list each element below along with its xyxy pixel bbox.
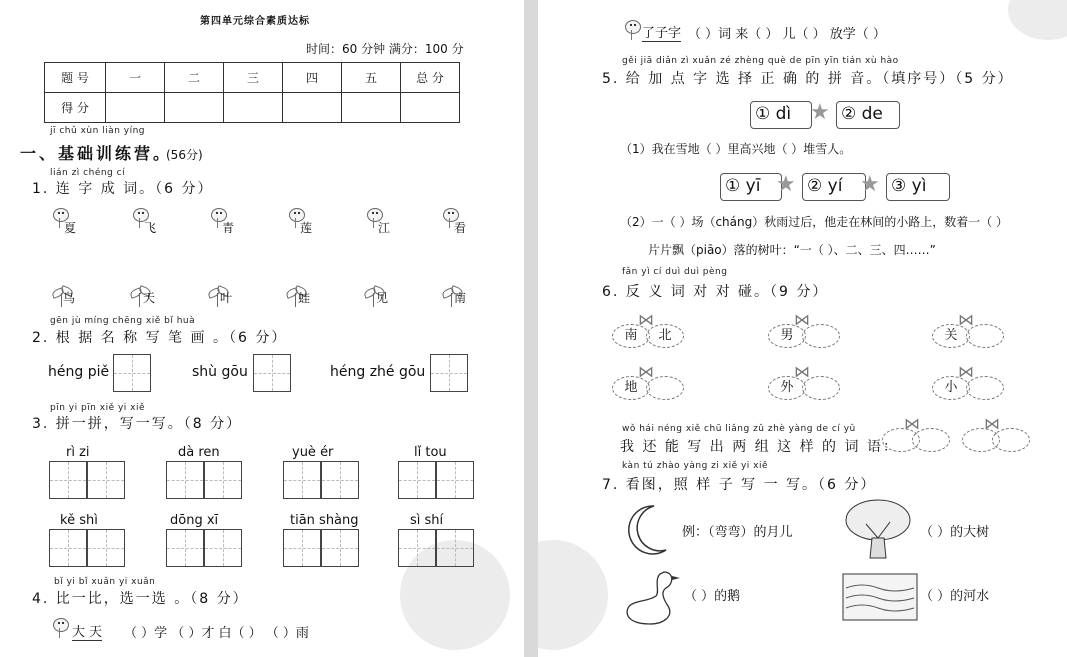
q2-pinyin: gēn jù míng chēng xiě bǐ huà <box>50 316 196 326</box>
q1-char[interactable]: 青 <box>222 221 235 235</box>
q3-pinyin-word: yuè ér <box>292 445 334 460</box>
q5-title: 5. 给 加 点 字 选 择 正 确 的 拼 音。（填序号）（5 分） <box>602 71 1014 87</box>
tianzige-box[interactable] <box>283 529 321 567</box>
q1-char[interactable]: 莲 <box>300 221 313 235</box>
q3-pinyin-word: sì shí <box>410 513 444 528</box>
q3-pinyin-word: dà ren <box>178 445 220 460</box>
q1-char[interactable]: 见 <box>376 291 389 305</box>
tianzige-box[interactable] <box>430 354 468 392</box>
tianzige-box[interactable] <box>204 529 242 567</box>
bug-icon <box>622 20 644 40</box>
tianzige-box[interactable] <box>87 529 125 567</box>
q4-options: 大 天 <box>72 621 102 641</box>
section1-points: (56分) <box>166 148 203 162</box>
tianzige-box[interactable] <box>87 461 125 499</box>
watermark-seal <box>538 540 608 650</box>
stroke-name: shù gōu <box>192 364 248 380</box>
table-cell: 得 分 <box>45 93 106 123</box>
q4-title: 4. 比一比，选一选 。（8 分） <box>32 591 249 607</box>
antonym-oval: 男 <box>768 324 806 348</box>
bug-icon <box>50 618 72 638</box>
star-icon: ★ <box>860 172 880 197</box>
score-table <box>44 62 460 123</box>
q3-title: 3. 拼一拼，写一写。（8 分） <box>32 416 243 432</box>
q3-pinyin-word: rì zi <box>66 445 90 460</box>
q1-title: 1. 连 字 成 词。（6 分） <box>32 181 214 197</box>
table-cell: 二 <box>165 63 224 93</box>
q1-char[interactable]: 叶 <box>220 291 233 305</box>
score-input-cell[interactable] <box>342 93 401 123</box>
score-input-cell[interactable] <box>165 93 224 123</box>
q3-pinyin-word: tiān shàng <box>290 513 359 528</box>
tianzige-box[interactable] <box>49 529 87 567</box>
goose-image <box>620 566 682 630</box>
q1-char[interactable]: 看 <box>454 221 467 235</box>
q5-pinyin: gěi jiā diǎn zì xuǎn zé zhèng què de pīn yīn tián xù hào <box>622 56 899 66</box>
antonym-oval[interactable]: 北 <box>646 324 684 348</box>
pinyin-option-box: ③ yì <box>886 173 950 201</box>
q4-pinyin: bǐ yi bǐ xuǎn yi xuǎn <box>54 577 156 587</box>
tianzige-box[interactable] <box>166 461 204 499</box>
tree-image <box>842 498 914 562</box>
bow-icon: ⋈ <box>638 362 654 381</box>
bow-icon: ⋈ <box>984 414 1000 433</box>
q1-char[interactable]: 江 <box>378 221 391 235</box>
q5-sentence-1[interactable]: （1）我在雪地（ ）里高兴地（ ）堆雪人。 <box>620 142 852 156</box>
q7-example: 例：（弯弯）的月儿 <box>682 525 793 540</box>
table-cell: 五 <box>342 63 401 93</box>
tianzige-box[interactable] <box>398 461 436 499</box>
q3-pinyin: pīn yi pīn xiě yi xiě <box>50 403 146 413</box>
page-title: 第四单元综合素质达标 <box>200 16 310 27</box>
tianzige-box[interactable] <box>204 461 242 499</box>
q6-pinyin: fǎn yì cí duì duì pèng <box>622 267 728 277</box>
section1-pinyin: jī chǔ xùn liàn yíng <box>50 126 145 136</box>
star-icon: ★ <box>810 100 830 125</box>
tianzige-box[interactable] <box>436 461 474 499</box>
q1-char[interactable]: 鸟 <box>63 291 76 305</box>
table-cell: 题 号 <box>45 63 106 93</box>
top-options: 了子字 <box>642 22 681 42</box>
q7-pinyin: kàn tú zhào yàng zi xiě yi xiě <box>622 461 769 471</box>
time-info: 时间：60 分钟 满分：100 分 <box>306 42 464 56</box>
score-input-cell[interactable] <box>401 93 460 123</box>
bow-icon: ⋈ <box>638 310 654 329</box>
q7-title: 7. 看图，照 样 子 写 一 写。（6 分） <box>602 477 877 493</box>
pinyin-option-box: ① yī <box>720 173 782 201</box>
antonym-oval: 外 <box>768 376 806 400</box>
river-image <box>842 570 918 624</box>
q7-blank-tree[interactable]: （ ）的大树 <box>920 525 990 540</box>
table-row <box>45 93 460 123</box>
score-input-cell[interactable] <box>283 93 342 123</box>
q3-pinyin-word: dōng xī <box>170 513 219 528</box>
pinyin-option-box: ② de <box>836 101 900 129</box>
bow-icon: ⋈ <box>794 362 810 381</box>
top-blanks[interactable]: （ ）词 来（ ） 儿（ ） 放学（ ） <box>688 27 886 42</box>
right-page <box>538 0 1067 657</box>
q1-char[interactable]: 夏 <box>64 221 77 235</box>
q1-char[interactable]: 蛙 <box>298 291 311 305</box>
q6-extra-pinyin: wǒ hái néng xiě chū liǎng zǔ zhè yàng de cí yǔ <box>622 424 856 434</box>
table-row <box>45 63 460 93</box>
star-icon: ★ <box>776 172 796 197</box>
q7-blank-river[interactable]: （ ）的河水 <box>920 589 990 604</box>
q2-title: 2. 根 据 名 称 写 笔 画 。（6 分） <box>32 330 288 346</box>
q1-pinyin: lián zì chéng cí <box>50 168 126 178</box>
section1-title: 一、基础训练营。 <box>20 144 173 163</box>
q3-pinyin-word: lǐ tou <box>414 445 447 460</box>
q5-sentence-3[interactable]: 片片飘（piāo）落的树叶：“一（ ）、二、三、四……” <box>648 243 936 257</box>
q1-char[interactable]: 飞 <box>144 221 157 235</box>
tianzige-box[interactable] <box>49 461 87 499</box>
moon-image <box>620 502 672 558</box>
bow-icon: ⋈ <box>958 362 974 381</box>
tianzige-box[interactable] <box>436 529 474 567</box>
antonym-oval: 地 <box>612 376 650 400</box>
pinyin-option-box: ① dì <box>750 101 812 129</box>
tianzige-box[interactable] <box>321 529 359 567</box>
q1-char[interactable]: 南 <box>454 291 467 305</box>
q4-blanks[interactable]: （ ）学 （ ）才 白（ ） （ ）雨 <box>124 626 309 641</box>
bow-icon: ⋈ <box>794 310 810 329</box>
table-cell: 三 <box>224 63 283 93</box>
q5-sentence-2[interactable]: （2）一（ ）场（cháng）秋雨过后，他走在林间的小路上，数着一（ ） <box>620 215 1009 229</box>
tianzige-box[interactable] <box>253 354 291 392</box>
tianzige-box[interactable] <box>113 354 151 392</box>
score-input-cell[interactable] <box>106 93 165 123</box>
antonym-oval: 关 <box>932 324 970 348</box>
table-cell: 一 <box>106 63 165 93</box>
pinyin-option-box: ② yí <box>802 173 866 201</box>
bow-icon: ⋈ <box>958 310 974 329</box>
q1-char[interactable]: 天 <box>143 291 156 305</box>
q6-title: 6. 反 义 词 对 对 碰。（9 分） <box>602 284 829 300</box>
tianzige-box[interactable] <box>398 529 436 567</box>
score-input-cell[interactable] <box>224 93 283 123</box>
watermark-seal <box>1008 0 1067 40</box>
q7-blank-goose[interactable]: （ ）的鹅 <box>684 589 741 604</box>
q3-pinyin-word: kě shì <box>60 513 98 528</box>
antonym-oval: 小 <box>932 376 970 400</box>
left-page <box>0 0 524 657</box>
bow-icon: ⋈ <box>904 414 920 433</box>
stroke-name: héng zhé gōu <box>330 364 426 380</box>
tianzige-box[interactable] <box>283 461 321 499</box>
stroke-name: héng piě <box>48 364 110 380</box>
tianzige-box[interactable] <box>321 461 359 499</box>
table-cell: 四 <box>283 63 342 93</box>
tianzige-box[interactable] <box>166 529 204 567</box>
q6-extra: 我 还 能 写 出 两 组 这 样 的 词 语： <box>620 439 899 455</box>
antonym-oval: 南 <box>612 324 650 348</box>
table-cell: 总 分 <box>401 63 460 93</box>
